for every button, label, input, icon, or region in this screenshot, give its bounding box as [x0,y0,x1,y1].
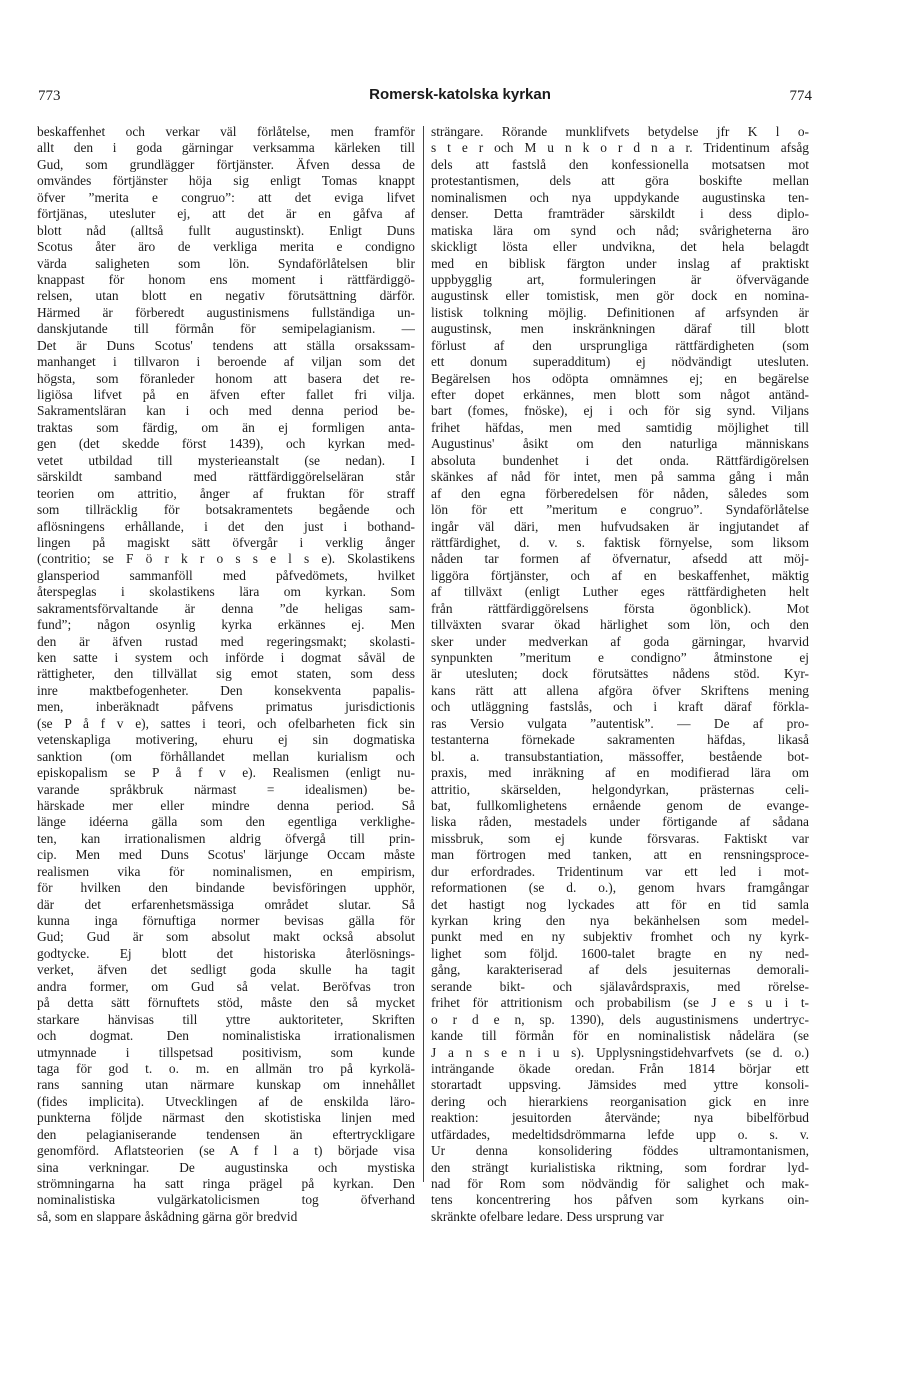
text-line: gen (det skedde först 1439), och kyrkan med- [37,436,415,452]
text-line: nominalistiska vulgärkatolicismen tog öfverhand [37,1192,415,1208]
text-line: Ur denna konsolidering föddes ultramontanismen, [431,1143,809,1159]
text-line: punkterna följde närmast den skotistiska linjen med [37,1110,415,1126]
text-line: gång, karakteriserad af dels jesuiternas demorali- [431,962,809,978]
text-line: frihet häfdas, men med samtidig möjlighet till [431,419,809,435]
text-line: Härmed är förberedt augustinismens fullständiga un- [37,304,415,320]
text-line: men, inberäknadt påfvens primatus jurisdictionis [37,699,415,715]
text-line: vetet utbildad till mysterieanstalt (se nedan). I [37,452,415,468]
text-line: dur erfordrades. Tridentinum var ett led i mot- [431,863,809,879]
text-line: efter dopet erkännes, men blott som något antänd- [431,387,809,402]
text-line: rättfärdighet, d. v. s. faktisk förnyelse, som liksom [431,534,809,550]
text-line: uppbygglig art, formuleringen är öfvervägande [431,271,809,287]
text-line: skränkte ofelbare ledare. Dess ursprung var [431,1208,664,1224]
text-line: särskildt samband med rättfärdiggörelseläran står [37,469,415,485]
text-line: den strängt kurialistiska riktning, som fordrar lyd- [431,1159,809,1175]
text-line: (contritio; se F ö r k r o s s e l s e). Skolastikens [37,551,415,567]
text-line: på detta sätt förnuftets stöd, måste den så mycket [37,995,415,1011]
text-line: för hvilken den bindande bevisföringen upphör, [37,880,415,896]
text-line: kans rätt att allena afgöra öfver Skriftens mening [431,682,809,698]
text-line: strömningarna ha satt ringa prägel på kyrkan. Den [37,1176,415,1191]
text-line: synpunkten ”meritum e condigno” åtminstone ej [431,650,809,665]
text-line: af tillväxt (enligt Luther eges rättfärdigheten helt [431,584,809,600]
text-line: tillväxten svarar ökad härlighet som lön, och den [431,617,809,633]
text-line: det hastigt nog lyckades att för en tid samla [431,896,809,912]
text-line: liggöra förtjänster, och af en beskaffenhet, mäktig [431,567,809,583]
text-line: J a n s e n i u s). Upplysningstidehvarfvets (se d. o.) [431,1044,809,1060]
text-line: taga för god t. o. m. en allmän tro på kyrkolä- [37,1060,415,1076]
text-line: sakramentsförvaltande är denna ”de heligas sam- [37,600,415,616]
running-title: Romersk-katolska kyrkan [369,86,551,103]
text-line: cip. Men med Duns Scotus' lärjunge Occam måste [37,847,415,863]
text-line: bl. a. transubstantiation, mässoffer, bestående bot- [431,748,809,764]
text-line: där det erfarenhetsmässiga området slutar. Så [37,896,415,912]
text-line: förlust af den ursprungliga rättfärdigheten (som [431,337,809,353]
column-divider [423,126,424,1182]
text-line: Gud; Gud är som absolut makt också absolut [37,929,415,945]
text-line: ken satte i system och införde i dogmat såväl de [37,650,415,665]
text-line: attritio, skärselden, helgondyrkan, prästernas celi- [431,781,809,797]
text-line: kyrkan kring den nya bekänhelsen som medel- [431,913,809,928]
text-line: rättigheter, den tillvällat sig emot staten, som dess [37,666,415,682]
text-line: lön för ett ”meritum e congruo”. Syndaförlåtelse [431,502,809,518]
text-line: sina verkningar. De augustinska och mystiska [37,1159,415,1175]
text-line: Gud, som grundlägger förtjänster. Äfven dessa de [37,156,415,172]
text-line: matiska lära om synd och nåd; svårigheterna äro [431,222,809,238]
text-line: praxis, med inräkning af en modifierad lära om [431,765,809,781]
text-line: och utläggning fastslås, och i kraft däraf förkla- [431,699,809,715]
text-line: som tillräcklig för botsakramentets begående och [37,502,415,518]
text-line: öfver ”merita e congruo”: att det eviga lifvet [37,189,415,205]
text-line: dering och hierarkiens reorganisation gick en inre [431,1093,809,1109]
text-line: lighet som följd. 1600-talet bragte en ny ned- [431,945,809,961]
text-line: aflösningens erhållande, i det den just i bothand- [37,518,415,534]
text-line: ligiösa lifvet på en äfven efter fallet fri vilja. [37,387,415,402]
text-line: Det är Duns Scotus' tendens att ställa orsakssam- [37,337,415,353]
text-line: rans sanning utan närmare kunskap om innehållet [37,1077,415,1093]
text-line: ett donum superadditum) ej nödvändigt utesluten. [431,354,809,370]
text-line: länge idéerna gälla som den egentliga verklighe- [37,814,415,830]
text-line: reaktion: jesuitorden återvände; nya bibelförbud [431,1110,809,1126]
text-line: den är äfven rustad med regeringsmakt; skolasti- [37,633,415,649]
text-line: allt den i goda gärningar verksamma kärleken till [37,140,415,156]
text-line: frihet för attritionism och probabilism (se J e s u i t- [431,995,809,1011]
text-line: teorien om attritio, ånger af fruktan för straff [37,485,415,501]
text-line: listisk tolkning möjlig. Definitionen af arfsynden är [431,304,809,320]
text-line: verket, äfven det sedligt goda skulle ha tagit [37,962,415,978]
left-column [37,124,415,1225]
text-line: testanterna förnekade sakramenten häfdas, likaså [431,732,809,748]
page-number-right: 774 [789,88,812,104]
text-line: inre maktbefogenheter. Den konsekventa papalis- [37,682,415,698]
text-line: storartadt uppsving. Jämsides med yttre konsoli- [431,1077,809,1093]
text-line: genomförd. Aflatsteorien (se A f l a t) började visa [37,1143,415,1159]
text-line: beskaffenhet och verkar väl förlåtelse, men framför [37,124,415,139]
text-line: kande till förmån för en nominalistisk nådelära (se [431,1028,809,1044]
text-line: serande bikt- och själavårdspraxis, med rörelse- [431,978,809,994]
text-line: ras Versio vulgata ”autentisk”. — De af pro- [431,715,809,731]
text-line: manhanget i tillvaron i beroende af viljan som det [37,354,415,370]
text-line: Begärelsen hos odöpta omnämnes ej; en begärelse [431,370,809,386]
text-line: realismen vika för nominalismen, en empirism, [37,863,415,879]
text-line: utfärdades, medeltidsdrömmarna lefde upp o. s. v. [431,1126,809,1142]
text-line: tens koncentrering hos påfven som kyrkans oin- [431,1192,809,1208]
text-line: nad för Rom som nödvändig för salighet och mak- [431,1176,809,1191]
text-line: glansperiod sammanföll med påfvedömets, hvilket [37,567,415,583]
text-line: missbruk, som ej kunde försvaras. Faktiskt var [431,830,809,846]
text-line: denser. Detta framträder särskildt i dess diplo- [431,206,809,222]
text-line: starkare hänvisas till yttre auktoriteter, Skriften [37,1011,415,1027]
text-line: episkopalism se P å f v e). Realismen (enligt nu- [37,765,415,781]
text-line: återspeglas i skolastikens lära om kyrkan. Som [37,584,415,600]
text-line: skänkes af nåd för intet, men på samma gång i mån [431,469,809,485]
text-line: utmynnade i tillspetsad positivism, som kunde [37,1044,415,1060]
text-line: högsta, som föranleder honom att basera det re- [37,370,415,386]
text-line: reformationen (se d. o.), genom hvars framgångar [431,880,809,896]
text-line: nåden tar formen af öfvernatur, afsedd att möj- [431,551,809,567]
text-line: protestantismen, dels att göra boskifte mellan [431,173,809,189]
text-line: härskade mer eller mindre denna period. Så [37,797,415,813]
text-line: liska råden, mestadels under förtigande af sådana [431,814,809,830]
text-line: (se P å f v e), sattes i teori, och ofelbarheten fick sin [37,715,415,731]
text-line: sker under medverkan af goda gärningar, hvarvid [431,633,809,649]
text-line: bat, fullkomlighetens ernående genom de evange- [431,797,809,813]
text-line: vetenskapliga motivering, ehuru ej sin dogmatiska [37,732,415,748]
text-line: man förtrogen med tanken, att en rensningsproce- [431,847,809,863]
text-line: absoluta bundenhet i det onda. Rättfärdigörelsen [431,452,809,468]
text-line: relsen, utan blott en negativ förutsättning därför. [37,288,415,304]
text-line: s t e r och M u n k o r d n a r. Tridentinum afsåg [431,140,809,156]
text-line: Scotus åter äro de verkliga merita e condigno [37,239,415,255]
text-line: augustinsk eller tomistisk, men gör dock en nomina- [431,288,809,304]
text-line: augustinsk, men inskränkningen däraf till blott [431,321,809,337]
text-line: varande språkbruk närmast = idealismen) be- [37,781,415,797]
text-line: o r d e n, sp. 1390), dels augustinismens undertryc- [431,1011,809,1027]
text-line: blott nåd (alltså fullt augustinskt). Enligt Duns [37,222,415,238]
text-line: fund”; någon osynlig kyrka erkännes ej. Men [37,617,415,633]
text-line: så, som en slappare åskådning gärna gör bredvid [37,1208,298,1224]
text-line: andra former, om Gud så velat. Beröfvas tron [37,978,415,994]
text-line: godtycke. Ej blott det historiska återlösnings- [37,945,415,961]
text-line: förtjänas, utesluter ej, att det är en gåfva af [37,206,415,222]
text-line: värda saligheten som lön. Syndaförlåtelsen blir [37,255,415,271]
text-line: punkt med en ny subjektiv fromhet och ny kyrk- [431,929,809,945]
text-line: omvändes förtjänster höja sig enligt Tomas knappt [37,173,415,189]
text-line: med en biblisk färgton under inslag af praktiskt [431,255,809,271]
text-line: strängare. Rörande munklifvets betydelse jfr K l o- [431,124,809,139]
text-line: (fides implicita). Utvecklingen af de enskilda läro- [37,1093,415,1109]
text-line: dels att fastslå den konfessionella motsatsen mot [431,156,809,172]
text-line: inträngande ökade oredan. Från 1814 börjar ett [431,1060,809,1076]
page-number-left: 773 [38,88,61,104]
text-line: och dogmat. Den nominalistiska irrationalismen [37,1028,415,1044]
text-line: traktas som färdig, om än ej formligen anta- [37,419,415,435]
text-line: Augustinus' åsikt om den naturliga människans [431,436,809,452]
text-line: lingen på magiskt sätt öfvergår i verklig ånger [37,534,415,550]
text-line: kunna inga förnuftiga normer bevisas gälla för [37,913,415,928]
text-line: ingår väl däri, men hufvudsaken är ingjutandet af [431,518,809,534]
text-line: bart (fomes, fnöske), ej i och för sig synd. Viljans [431,403,809,419]
text-line: danskjutande till förmån för semipelagianism. — [37,321,415,337]
text-line: är utesluten; dock förutsättes nådens stöd. Kyr- [431,666,809,682]
text-line: från rättfärdiggörelsens första ögonblick). Mot [431,600,809,616]
text-line: skickligt lösta eller undvikna, det hela belagdt [431,239,809,255]
text-line: sanktion (om förhållandet mellan kurialism och [37,748,415,764]
text-line: nominalismen och nya uppdykande augustinska ten- [431,189,809,205]
text-line: ten, kan irrationalismen aldrig öfvergå till prin- [37,830,415,846]
text-line: Sakramentsläran kan i och med denna period be- [37,403,415,419]
text-line: af den egna förberedelsen för nåden, således som [431,485,809,501]
right-column [431,124,809,1225]
text-line: den pelagianiserande tendensen än eftertryckligare [37,1126,415,1142]
text-line: knappast för honom ens moment i rättfärdiggö- [37,271,415,287]
